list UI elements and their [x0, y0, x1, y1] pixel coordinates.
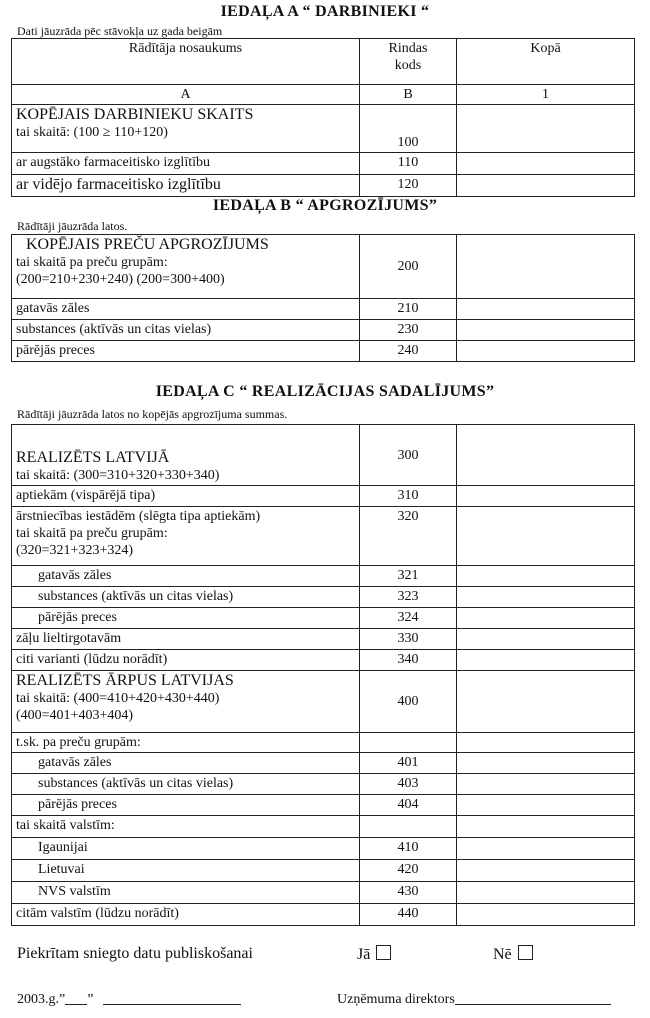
section-c-title: IEDAĻA C “ REALIZĀCIJAS SADALĪJUMS” — [155, 383, 495, 400]
row-name: ar augstāko farmaceitisko izglītību — [12, 153, 360, 175]
row-name: gatavās zāles — [12, 753, 360, 774]
row-name: aptiekām (vispārējā tipa) — [12, 486, 360, 507]
table-row — [12, 774, 635, 795]
row-name: ārstniecības iestādēm (slēgta tipa aptiekām) tai skaitā pa preču grupām: (320=321+323+324) — [12, 507, 360, 566]
value-cell[interactable] — [457, 299, 635, 320]
header-total: Kopā — [457, 39, 635, 85]
section-a-note: Dati jāuzrāda pēc stāvokļa uz gada beigām — [17, 24, 223, 38]
date-mid: ” — [87, 992, 94, 1007]
row-code: 240 — [360, 341, 457, 362]
value-cell[interactable] — [457, 320, 635, 341]
date-prefix: 2003.g.” — [17, 992, 66, 1007]
row-code: 400 — [360, 671, 457, 733]
row-code: 340 — [360, 650, 457, 671]
row-name: NVS valstīm — [12, 882, 360, 904]
table-row — [12, 486, 635, 507]
consent-yes — [357, 945, 391, 964]
value-cell[interactable] — [457, 608, 635, 629]
row-name: gatavās zāles — [12, 299, 360, 320]
section-b-table — [11, 234, 635, 362]
row-name: tai skaitā valstīm: — [12, 816, 360, 838]
row-code: 320 — [360, 507, 457, 566]
table-row — [12, 566, 635, 587]
table-row — [12, 235, 635, 299]
row-name: Lietuvai — [12, 860, 360, 882]
row-name: pārējās preces — [12, 795, 360, 816]
row-code: 410 — [360, 838, 457, 860]
value-cell[interactable] — [457, 733, 635, 753]
value-cell[interactable] — [457, 882, 635, 904]
table-row — [12, 795, 635, 816]
row-code: 324 — [360, 608, 457, 629]
row-code: 403 — [360, 774, 457, 795]
date-line — [17, 991, 241, 1008]
value-cell[interactable] — [457, 671, 635, 733]
row-code: 323 — [360, 587, 457, 608]
row-code — [360, 816, 457, 838]
value-cell[interactable] — [457, 650, 635, 671]
value-cell[interactable] — [457, 566, 635, 587]
row-code: 110 — [360, 153, 457, 175]
no-checkbox[interactable] — [518, 945, 533, 960]
value-cell[interactable] — [457, 486, 635, 507]
row-name: substances (aktīvās un citas vielas) — [12, 320, 360, 341]
section-a-title: IEDAĻA A “ DARBINIEKI “ — [220, 3, 430, 20]
date-month-field[interactable] — [103, 991, 241, 1005]
row-name: pārējās preces — [12, 608, 360, 629]
director-line — [337, 991, 611, 1008]
row-name: citi varianti (lūdzu norādīt) — [12, 650, 360, 671]
row-code: 404 — [360, 795, 457, 816]
value-cell[interactable] — [457, 838, 635, 860]
table-row — [12, 175, 635, 197]
table-row — [12, 671, 635, 733]
value-cell[interactable] — [457, 587, 635, 608]
value-cell[interactable] — [457, 507, 635, 566]
row-code: 120 — [360, 175, 457, 197]
no-label: Nē — [493, 946, 512, 963]
row-name: pārējās preces — [12, 341, 360, 362]
row-code: 300 — [360, 425, 457, 486]
value-cell[interactable] — [457, 774, 635, 795]
row-code — [360, 733, 457, 753]
row-name: REALIZĒTS ĀRPUS LATVIJAS tai skaitā: (400=410+420+430+440) (400=401+403+404) — [12, 671, 360, 733]
letter-b: B — [360, 85, 457, 105]
consent-label: Piekrītam sniegto datu publiskošanai — [17, 945, 253, 962]
table-row — [12, 105, 635, 153]
value-cell[interactable] — [457, 816, 635, 838]
section-a-table — [11, 38, 635, 197]
letter-a: A — [12, 85, 360, 105]
value-cell[interactable] — [457, 153, 635, 175]
table-row — [12, 299, 635, 320]
row-name: KOPĒJAIS DARBINIEKU SKAITS tai skaitā: (100 ≥ 110+120) — [12, 105, 360, 153]
row-code: 430 — [360, 882, 457, 904]
row-code: 310 — [360, 486, 457, 507]
table-row — [12, 153, 635, 175]
table-row — [12, 341, 635, 362]
table-row — [12, 753, 635, 774]
row-code: 230 — [360, 320, 457, 341]
row-code: 321 — [360, 566, 457, 587]
yes-checkbox[interactable] — [376, 945, 391, 960]
table-row — [12, 507, 635, 566]
value-cell[interactable] — [457, 341, 635, 362]
section-c-table — [11, 424, 635, 926]
table-row — [12, 608, 635, 629]
date-day-field[interactable] — [65, 991, 87, 1005]
row-code: 210 — [360, 299, 457, 320]
row-code: 200 — [360, 235, 457, 299]
yes-label: Jā — [357, 946, 371, 963]
table-row — [12, 425, 635, 486]
row-code: 440 — [360, 904, 457, 926]
value-cell[interactable] — [457, 753, 635, 774]
director-label: Uzņēmuma direktors — [337, 992, 455, 1007]
value-cell[interactable] — [457, 105, 635, 153]
row-code: 420 — [360, 860, 457, 882]
header-name: Rādītāja nosaukums — [12, 39, 360, 85]
row-name: ar vidējo farmaceitisko izglītību — [12, 175, 360, 197]
table-row — [12, 650, 635, 671]
value-cell[interactable] — [457, 425, 635, 486]
table-row — [12, 882, 635, 904]
row-name: citām valstīm (lūdzu norādīt) — [12, 904, 360, 926]
row-name: t.sk. pa preču grupām: — [12, 733, 360, 753]
value-cell[interactable] — [457, 904, 635, 926]
table-row — [12, 904, 635, 926]
row-name: substances (aktīvās un citas vielas) — [12, 587, 360, 608]
table-row — [12, 587, 635, 608]
row-name: KOPĒJAIS PREČU APGROZĪJUMS tai skaitā pa preču grupām: (200=210+230+240) (200=300+400) — [12, 235, 360, 299]
letter-1: 1 — [457, 85, 635, 105]
row-code: 401 — [360, 753, 457, 774]
row-code: 330 — [360, 629, 457, 650]
header-code: Rindas kods — [360, 39, 457, 85]
table-row — [12, 320, 635, 341]
table-row — [12, 860, 635, 882]
table-row — [12, 816, 635, 838]
value-cell[interactable] — [457, 860, 635, 882]
row-name: gatavās zāles — [12, 566, 360, 587]
row-name: REALIZĒTS LATVIJĀ tai skaitā: (300=310+320+330+340) — [12, 425, 360, 486]
table-row — [12, 838, 635, 860]
consent-no — [493, 945, 533, 964]
director-signature-field[interactable] — [455, 991, 611, 1005]
table-row — [12, 629, 635, 650]
table-row — [12, 733, 635, 753]
value-cell[interactable] — [457, 175, 635, 197]
row-name: substances (aktīvās un citas vielas) — [12, 774, 360, 795]
section-b-title: IEDAĻA B “ APGROZĪJUMS” — [212, 197, 438, 214]
section-c-note: Rādītāji jāuzrāda latos no kopējās apgrozījuma summas. — [17, 407, 288, 421]
value-cell[interactable] — [457, 795, 635, 816]
section-b-note: Rādītāji jāuzrāda latos. — [17, 219, 128, 233]
row-code: 100 — [360, 105, 457, 153]
row-name: zāļu lieltirgotavām — [12, 629, 360, 650]
value-cell[interactable] — [457, 235, 635, 299]
value-cell[interactable] — [457, 629, 635, 650]
row-name: Igaunijai — [12, 838, 360, 860]
